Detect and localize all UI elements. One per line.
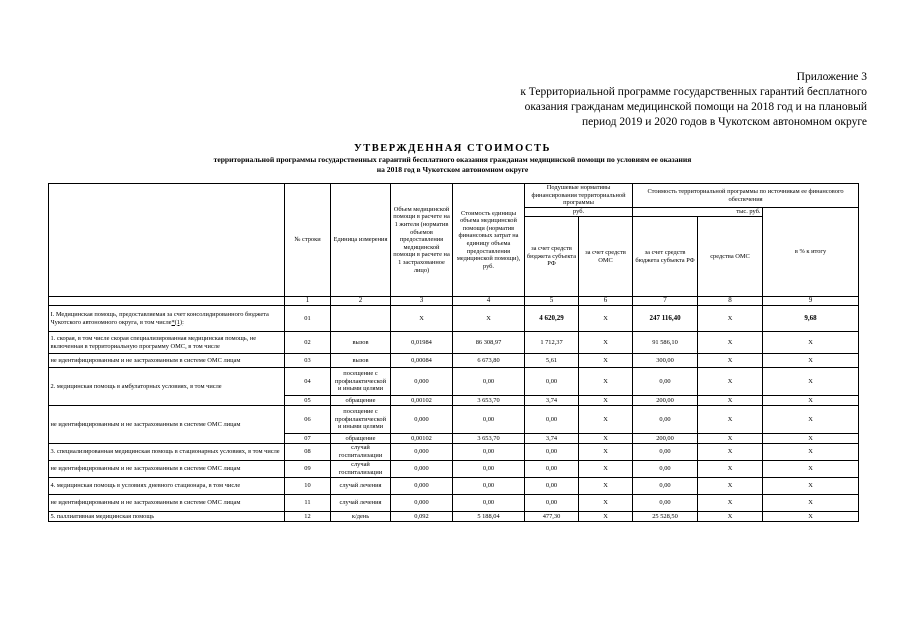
row-number: 05 <box>285 396 331 406</box>
row-volume: 0,00102 <box>391 434 453 444</box>
row-name: не идентифицированным и не застрахованным в системе ОМС лицам <box>49 461 285 478</box>
row-total-oms: X <box>698 396 763 406</box>
row-total-oms: X <box>698 332 763 354</box>
table-row <box>49 512 859 522</box>
row-budget: 0,00 <box>525 406 579 434</box>
row-percent: X <box>763 406 859 434</box>
column-number-row <box>49 297 859 306</box>
header-unit: Единица измерения <box>331 184 391 297</box>
row-cost: 86 308,97 <box>453 332 525 354</box>
row-total-oms: X <box>698 444 763 461</box>
row-oms: X <box>579 332 633 354</box>
table-row <box>49 495 859 512</box>
row-budget: 0,00 <box>525 461 579 478</box>
row-cost: 0,00 <box>453 444 525 461</box>
row-total-oms: X <box>698 478 763 495</box>
column-number: 3 <box>391 297 453 306</box>
row-total-oms: X <box>698 368 763 396</box>
row-unit: обращение <box>331 396 391 406</box>
row-cost: 0,00 <box>453 495 525 512</box>
row-oms: X <box>579 461 633 478</box>
row-budget: 0,00 <box>525 495 579 512</box>
row-total-budget: 0,00 <box>633 495 698 512</box>
row-number: 12 <box>285 512 331 522</box>
row-budget: 0,00 <box>525 368 579 396</box>
appendix-line: период 2019 и 2020 годов в Чукотском автономном округе <box>582 116 867 128</box>
row-name: 3. специализированная медицинская помощь в стационарных условиях, в том числе <box>49 444 285 461</box>
row-percent: X <box>763 354 859 368</box>
appendix-header <box>427 70 867 130</box>
row-oms: X <box>579 495 633 512</box>
row-volume: 0,092 <box>391 512 453 522</box>
row-percent: X <box>763 368 859 396</box>
header-cost: Стоимость единицы объема медицинской помощи (норматив финансовых затрат на единицу объема предоставления медицинской помощи), руб. <box>453 184 525 297</box>
row-percent: X <box>763 512 859 522</box>
row-total-budget: 0,00 <box>633 444 698 461</box>
row-volume: 0,000 <box>391 495 453 512</box>
row-budget: 0,00 <box>525 478 579 495</box>
row-oms: X <box>579 306 633 332</box>
appendix-title: Приложение 3 <box>796 71 867 83</box>
row-cost: 6 673,80 <box>453 354 525 368</box>
row-budget: 1 712,37 <box>525 332 579 354</box>
row-volume: 0,000 <box>391 478 453 495</box>
row-number: 04 <box>285 368 331 396</box>
table-row <box>49 368 859 396</box>
row-name: 2. медицинская помощь в амбулаторных условиях, в том числе <box>49 368 285 406</box>
title-subtitle: на 2018 год в Чукотском автономном округе <box>376 165 529 174</box>
row-oms: X <box>579 354 633 368</box>
row-unit: случай госпитализации <box>331 444 391 461</box>
row-total-budget: 200,00 <box>633 396 698 406</box>
row-cost: 0,00 <box>453 461 525 478</box>
row-total-budget: 300,00 <box>633 354 698 368</box>
column-number: 6 <box>579 297 633 306</box>
row-cost: 3 653,70 <box>453 434 525 444</box>
appendix-line: к Территориальной программе государственных гарантий бесплатного <box>520 86 867 98</box>
row-cost: 3 653,70 <box>453 396 525 406</box>
row-oms: X <box>579 512 633 522</box>
header-budget: за счет средств бюджета субъекта РФ <box>525 217 579 297</box>
header-row-no: № строки <box>285 184 331 297</box>
row-volume: X <box>391 306 453 332</box>
row-unit: посещение с профилактической и иными целями <box>331 368 391 396</box>
row-budget: 3,74 <box>525 396 579 406</box>
row-budget: 477,30 <box>525 512 579 522</box>
row-volume: 0,000 <box>391 444 453 461</box>
cost-table <box>48 183 859 522</box>
footnote-link[interactable]: *(1) <box>171 318 183 326</box>
row-number: 02 <box>285 332 331 354</box>
row-total-budget: 91 586,10 <box>633 332 698 354</box>
header-thousand-rub: тыс. руб. <box>633 208 763 217</box>
row-number: 09 <box>285 461 331 478</box>
row-budget: 5,61 <box>525 354 579 368</box>
row-oms: X <box>579 406 633 434</box>
row-unit: обращение <box>331 434 391 444</box>
row-unit: случай лечения <box>331 478 391 495</box>
header-rub: руб. <box>525 208 633 217</box>
column-number: 9 <box>763 297 859 306</box>
table-row <box>49 354 859 368</box>
row-percent: X <box>763 434 859 444</box>
row-unit: вызов <box>331 354 391 368</box>
row-oms: X <box>579 434 633 444</box>
header-name-cell <box>49 184 285 297</box>
row-unit: вызов <box>331 332 391 354</box>
row-number: 11 <box>285 495 331 512</box>
row-unit: к/день <box>331 512 391 522</box>
row-name: не идентифицированным и не застрахованным в системе ОМС лицам <box>49 495 285 512</box>
row-volume: 0,000 <box>391 461 453 478</box>
column-number: 5 <box>525 297 579 306</box>
row-total-budget: 0,00 <box>633 478 698 495</box>
header-percent: в % к итогу <box>763 208 859 297</box>
row-percent: X <box>763 332 859 354</box>
row-unit: случай госпитализации <box>331 461 391 478</box>
row-percent: X <box>763 495 859 512</box>
row-number: 08 <box>285 444 331 461</box>
title-subtitle: территориальной программы государственных гарантий бесплатного оказания гражданам медицинской помощи по условиям ее оказания <box>213 155 692 164</box>
row-name: 4. медицинская помощь в условиях дневного стационара, в том числе <box>49 478 285 495</box>
header-budget-2: за счет средств бюджета субъекта РФ <box>633 217 698 297</box>
row-number: 10 <box>285 478 331 495</box>
appendix-line: оказания гражданам медицинской помощи на 2018 год и на плановый <box>524 101 867 113</box>
header-per-capita: Подушевые нормативы финансирования территориальной программы <box>525 184 633 208</box>
column-number-empty <box>49 297 285 306</box>
row-number: 06 <box>285 406 331 434</box>
row-total-oms: X <box>698 306 763 332</box>
header-oms: за счет средств ОМС <box>579 217 633 297</box>
row-cost: 0,00 <box>453 478 525 495</box>
row-total-oms: X <box>698 406 763 434</box>
header-oms-2: средства ОМС <box>698 217 763 297</box>
table-row <box>49 306 859 332</box>
row-number: 01 <box>285 306 331 332</box>
row-volume: 0,00102 <box>391 396 453 406</box>
row-percent: X <box>763 478 859 495</box>
column-number: 4 <box>453 297 525 306</box>
row-percent: 9,68 <box>763 306 859 332</box>
row-unit <box>331 306 391 332</box>
row-number: 07 <box>285 434 331 444</box>
document-title <box>40 142 865 175</box>
row-oms: X <box>579 478 633 495</box>
row-volume: 0,000 <box>391 406 453 434</box>
row-total-budget: 0,00 <box>633 406 698 434</box>
row-number: 03 <box>285 354 331 368</box>
row-cost: X <box>453 306 525 332</box>
table-row <box>49 461 859 478</box>
column-number: 8 <box>698 297 763 306</box>
row-name: 5. паллиативная медицинская помощь <box>49 512 285 522</box>
row-budget: 4 620,29 <box>525 306 579 332</box>
row-total-budget: 0,00 <box>633 368 698 396</box>
row-total-budget: 200,00 <box>633 434 698 444</box>
table-row <box>49 406 859 434</box>
row-budget: 0,00 <box>525 444 579 461</box>
row-percent: X <box>763 461 859 478</box>
row-unit: посещение с профилактической и иными целями <box>331 406 391 434</box>
row-oms: X <box>579 396 633 406</box>
row-oms: X <box>579 368 633 396</box>
row-cost: 0,00 <box>453 406 525 434</box>
header-program-cost: Стоимость территориальной программы по источникам ее финансового обеспечения <box>633 184 859 208</box>
column-number: 1 <box>285 297 331 306</box>
row-cost: 0,00 <box>453 368 525 396</box>
row-volume: 0,000 <box>391 368 453 396</box>
column-number: 2 <box>331 297 391 306</box>
row-name: не идентифицированным и не застрахованным в системе ОМС лицам <box>49 406 285 444</box>
row-percent: X <box>763 396 859 406</box>
row-percent: X <box>763 444 859 461</box>
row-total-oms: X <box>698 434 763 444</box>
header-volume: Объем медицинской помощи в расчете на 1 жителя (норматив объемов предоставления медицинской помощи в расчете на 1 застрахованное лицо) <box>391 184 453 297</box>
row-budget: 3,74 <box>525 434 579 444</box>
title-main: УТВЕРЖДЕННАЯ СТОИМОСТЬ <box>353 143 551 154</box>
column-number: 7 <box>633 297 698 306</box>
table-row <box>49 332 859 354</box>
row-volume: 0,00084 <box>391 354 453 368</box>
row-name: не идентифицированным и не застрахованным в системе ОМС лицам <box>49 354 285 368</box>
row-total-oms: X <box>698 495 763 512</box>
row-total-oms: X <box>698 512 763 522</box>
row-unit: случай лечения <box>331 495 391 512</box>
table-row <box>49 478 859 495</box>
row-total-budget: 25 528,50 <box>633 512 698 522</box>
row-oms: X <box>579 444 633 461</box>
row-volume: 0,01984 <box>391 332 453 354</box>
row-total-oms: X <box>698 461 763 478</box>
row-total-oms: X <box>698 354 763 368</box>
row-name: 1. скорая, в том числе скорая специализированная медицинская помощь, не включенная в территориальную программу ОМС, в том числе <box>49 332 285 354</box>
row-cost: 5 188,04 <box>453 512 525 522</box>
table-row <box>49 444 859 461</box>
row-name: I. Медицинская помощь, предоставляемая за счет консолидированного бюджета Чукотского автономного округа, в том числе*(1): <box>49 306 285 332</box>
row-total-budget: 247 116,40 <box>633 306 698 332</box>
row-total-budget: 0,00 <box>633 461 698 478</box>
